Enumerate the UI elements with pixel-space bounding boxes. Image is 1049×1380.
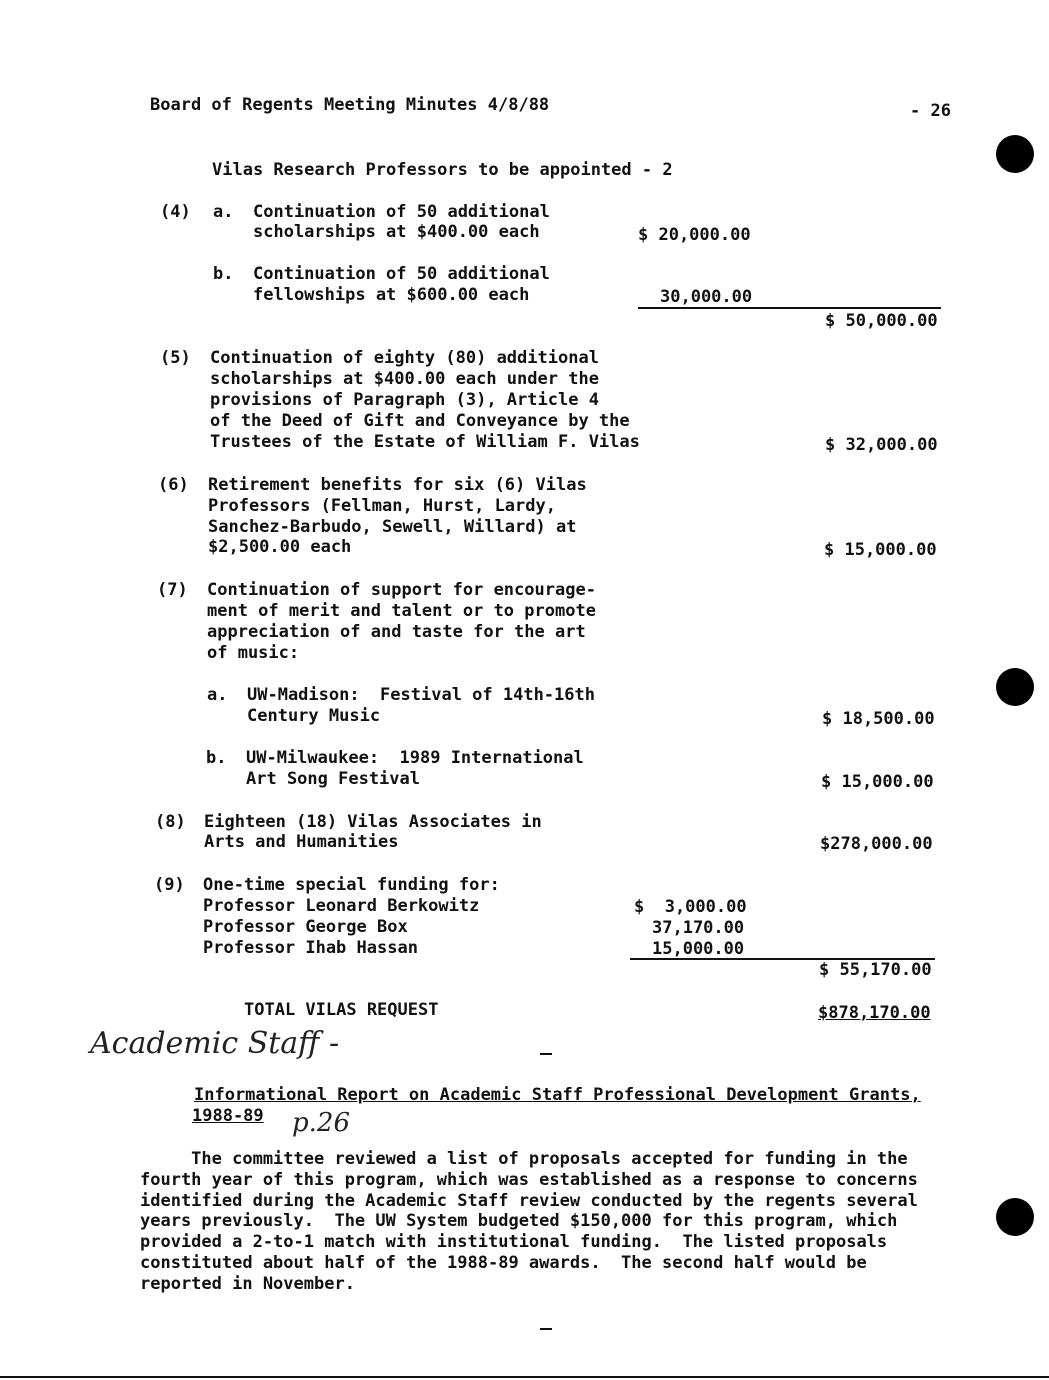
item-number: (7) [157,580,188,600]
item-number: (5) [160,348,191,368]
item-total: $ 55,170.00 [819,960,932,980]
report-paragraph-line: The committee reviewed a list of proposals accepted for funding in the [140,1149,908,1169]
divider-dash [540,1053,552,1055]
item-number: (9) [154,875,185,895]
item-text: Trustees of the Estate of William F. Vilas [210,432,640,452]
item-number: (4) [160,202,191,222]
item-text: ment of merit and talent or to promote [207,601,596,621]
item-text: Eighteen (18) Vilas Associates in [204,812,542,832]
report-paragraph-line: provided a 2-to-1 match with institutional funding. The listed proposals [140,1232,888,1252]
sub-letter: a. [207,685,228,705]
item-text: fellowships at $600.00 each [253,285,530,305]
report-title-year: 1988-89 [192,1106,264,1126]
item-text: Retirement benefits for six (6) Vilas [208,475,587,495]
item-text: provisions of Paragraph (3), Article 4 [210,390,599,410]
report-paragraph-line: years previously. The UW System budgeted $150,000 for this program, which [140,1211,898,1231]
item-text: Continuation of 50 additional [253,264,550,284]
item-total: $ 50,000.00 [825,311,938,331]
page-header-title: Board of Regents Meeting Minutes 4/8/88 [150,95,550,115]
sub-letter: b. [206,748,227,768]
item-text: Professors (Fellman, Hurst, Lardy, [208,496,556,516]
item-text: UW-Madison: Festival of 14th-16th [247,685,595,705]
report-paragraph-line: identified during the Academic Staff review conducted by the regents several [140,1191,918,1211]
item-text: One-time special funding for: [203,875,500,895]
item-total: $ 18,500.00 [822,709,935,729]
amount: 30,000.00 [660,287,753,307]
amount: $ 20,000.00 [638,225,751,245]
item-text: scholarships at $400.00 each [253,222,540,242]
punch-hole-middle [996,668,1034,706]
punch-hole-top [996,135,1034,173]
sub-letter: a. [213,202,234,222]
amount: 15,000.00 [652,939,745,959]
item-text: Continuation of support for encourage- [207,580,596,600]
report-paragraph-line: reported in November. [140,1274,355,1294]
subtotal-rule [638,307,941,309]
item-text: $2,500.00 each [208,537,352,557]
section-heading: Vilas Research Professors to be appointed - 2 [212,160,673,180]
person-name: Professor Ihab Hassan [203,938,418,958]
item-text: UW-Milwaukee: 1989 International [246,748,584,768]
item-text: Century Music [247,706,381,726]
report-paragraph-line: fourth year of this program, which was established as a response to concerns [140,1170,918,1190]
sub-letter: b. [213,264,234,284]
handwritten-note: Academic Staff - [90,1026,340,1061]
item-total: $ 32,000.00 [825,435,938,455]
item-text: of music: [207,643,300,663]
item-total: $ 15,000.00 [821,772,934,792]
amount: $ 3,000.00 [634,897,747,917]
item-total: $278,000.00 [820,834,933,854]
item-text: Continuation of 50 additional [253,202,550,222]
item-text: Continuation of eighty (80) additional [210,348,599,368]
page-number: - 26 [910,101,951,121]
item-text: Arts and Humanities [204,832,399,852]
amount: 37,170.00 [652,918,745,938]
item-number: (6) [158,475,189,495]
divider-dash [540,1328,552,1330]
item-number: (8) [155,812,186,832]
item-text: Sanchez-Barbudo, Sewell, Willard) at [208,517,577,537]
handwritten-page-ref: p.26 [292,1108,350,1138]
punch-hole-bottom [996,1198,1034,1236]
item-total: $ 15,000.00 [824,540,937,560]
total-label: TOTAL VILAS REQUEST [244,1000,439,1020]
item-text: Art Song Festival [246,769,420,789]
bottom-edge [0,1376,1049,1378]
report-title: Informational Report on Academic Staff Professional Development Grants, [194,1085,921,1105]
person-name: Professor George Box [203,917,408,937]
item-text: scholarships at $400.00 each under the [210,369,599,389]
report-paragraph-line: constituted about half of the 1988-89 awards. The second half would be [140,1253,867,1273]
person-name: Professor Leonard Berkowitz [203,896,480,916]
item-text: appreciation of and taste for the art [207,622,586,642]
item-text: of the Deed of Gift and Conveyance by the [210,411,630,431]
total-amount: $878,170.00 [818,1003,931,1023]
